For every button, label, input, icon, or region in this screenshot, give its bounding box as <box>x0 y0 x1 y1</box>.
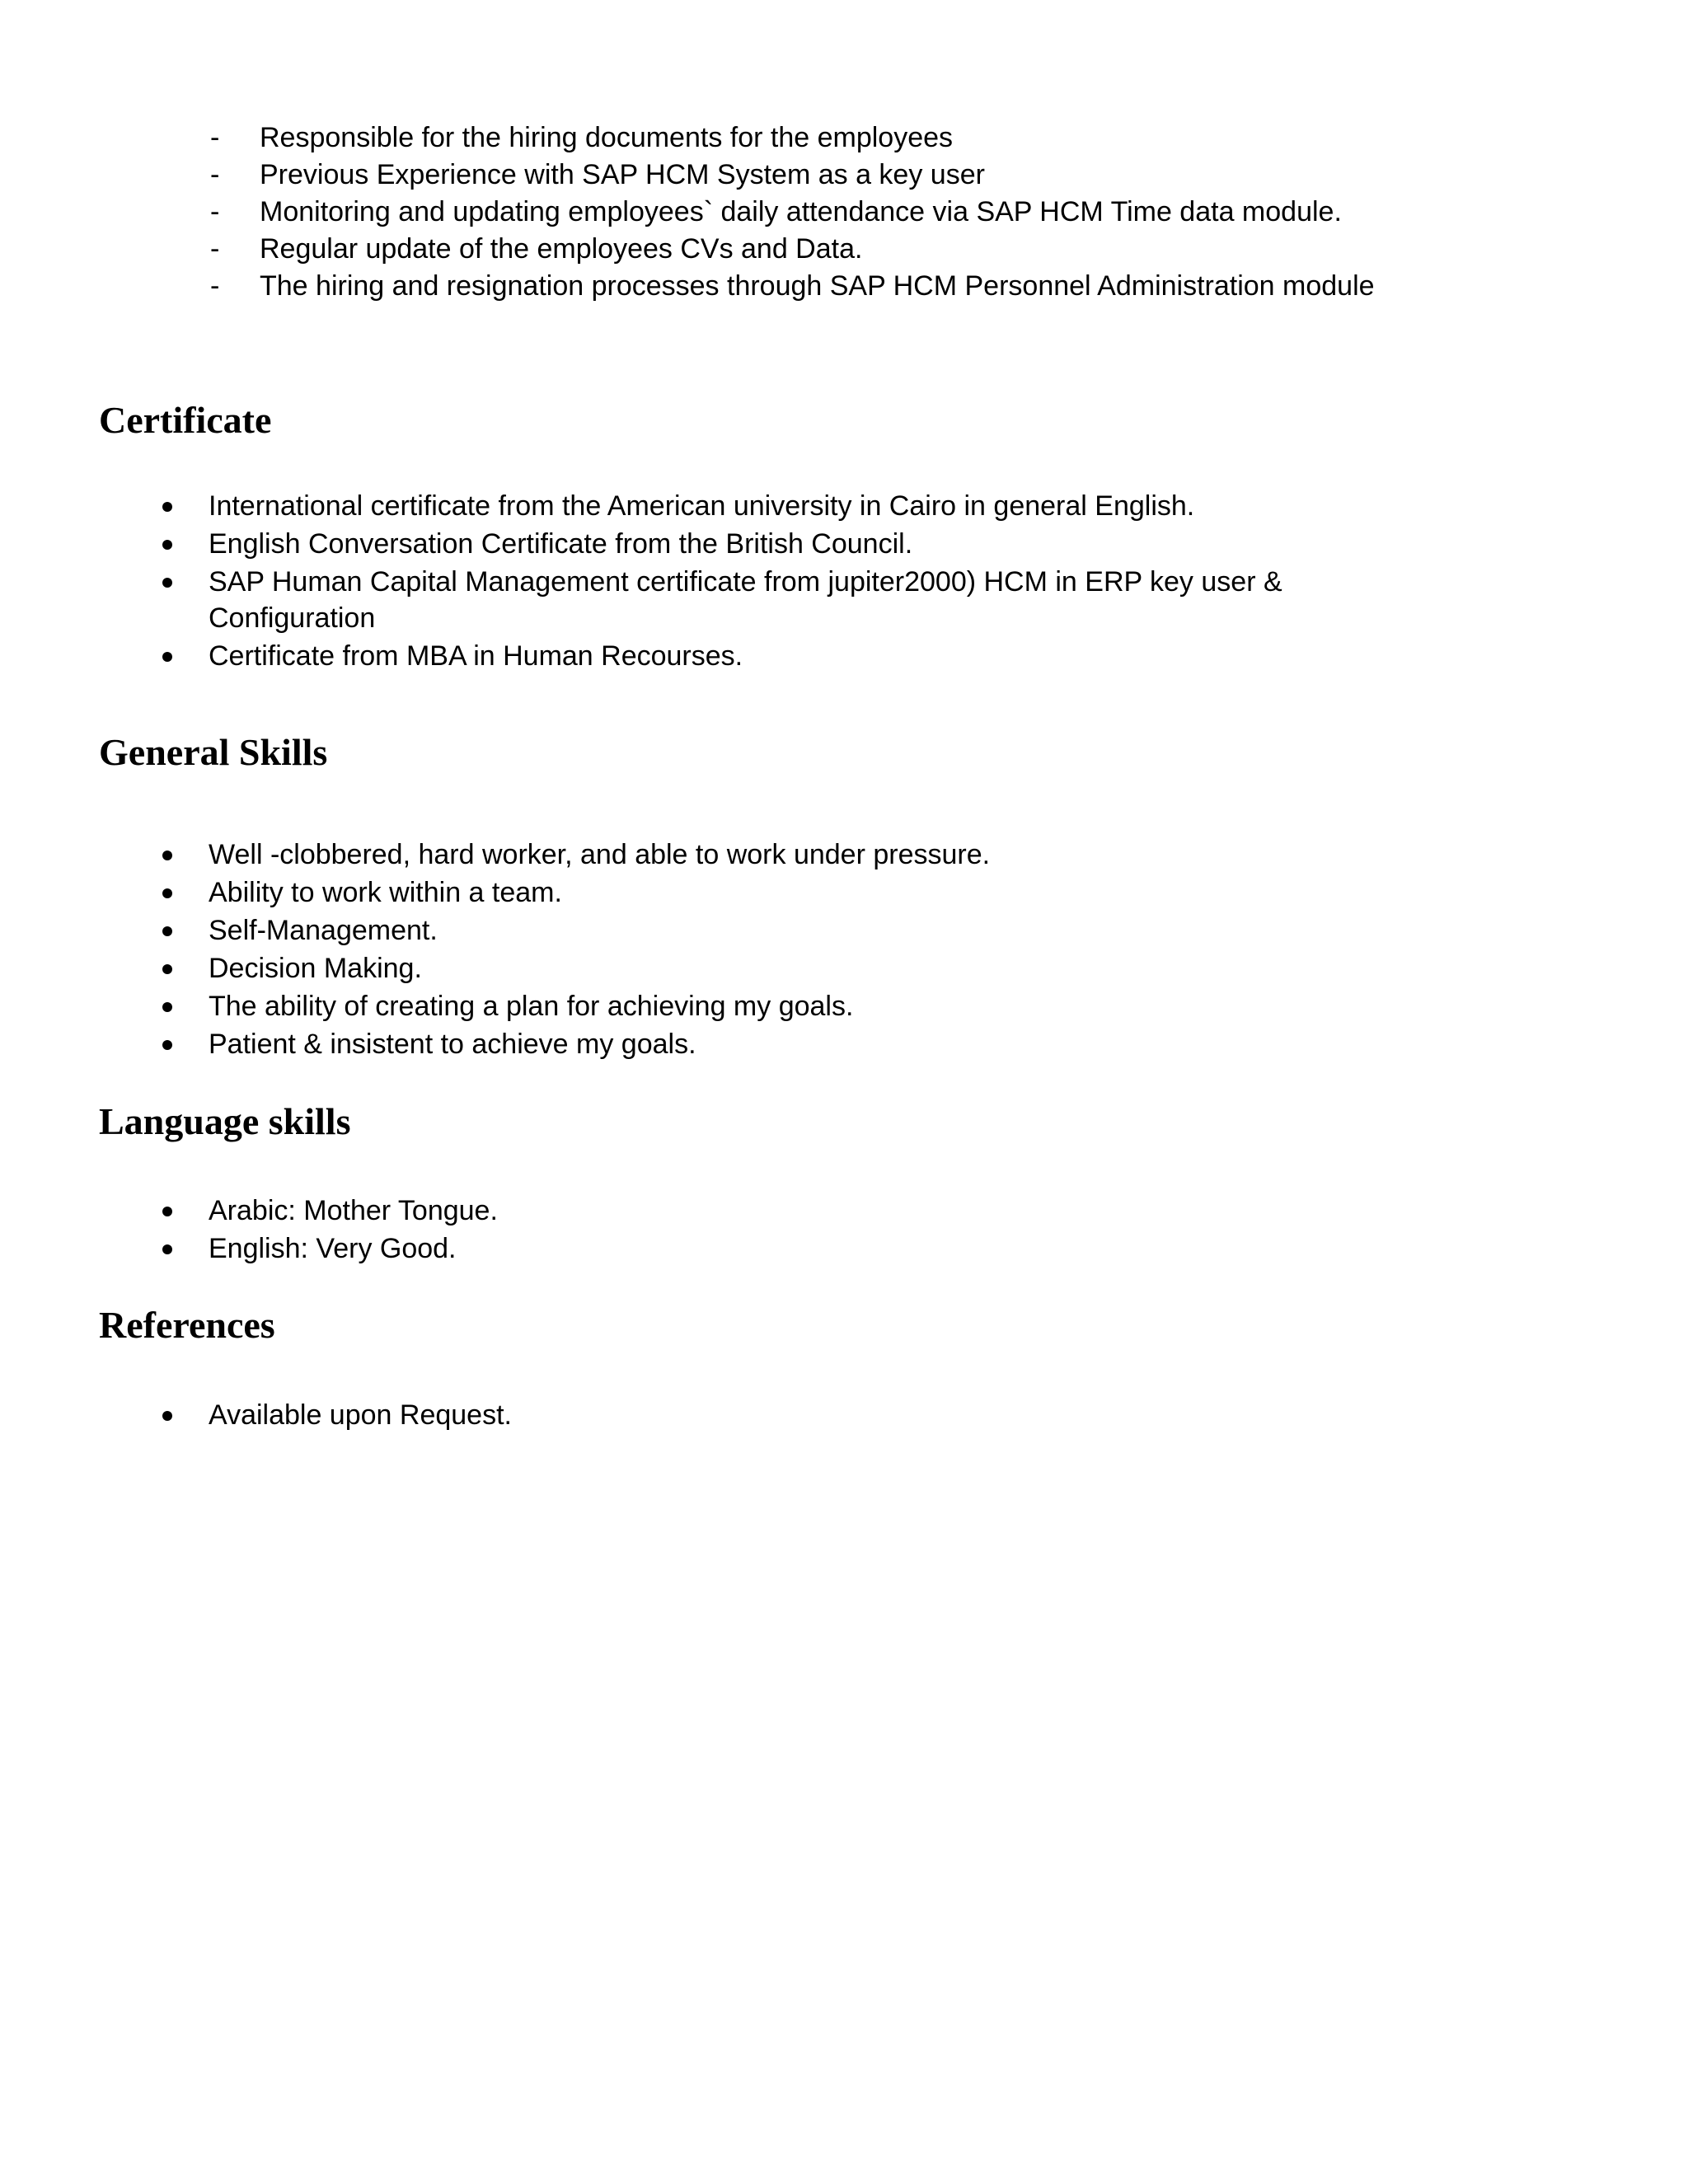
bullet-icon <box>162 1411 172 1421</box>
bullet-icon <box>162 1244 172 1254</box>
certificate-text: Certificate from MBA in Human Recourses. <box>209 640 743 672</box>
bullet-icon <box>162 578 172 588</box>
bullet-icon <box>162 851 172 860</box>
dash-marker: - <box>210 122 220 153</box>
skill-item <box>159 837 1354 873</box>
language-item <box>159 1230 1354 1267</box>
skill-item <box>159 1026 1354 1062</box>
bullet-icon <box>162 1040 172 1050</box>
certificate-list <box>159 488 1354 676</box>
bullet-icon <box>162 1207 172 1216</box>
duty-text: Previous Experience with SAP HCM System as a key user <box>260 159 985 190</box>
reference-item <box>159 1397 1354 1433</box>
certificate-text: International certificate from the American university in Cairo in general English. <box>209 490 1195 522</box>
bullet-icon <box>162 1002 172 1012</box>
language-text: Arabic: Mother Tongue. <box>209 1195 498 1226</box>
dash-marker: - <box>210 196 220 227</box>
skill-text: Decision Making. <box>209 953 422 984</box>
language-skills-heading: Language skills <box>99 1100 351 1142</box>
reference-text: Available upon Request. <box>209 1399 512 1431</box>
bullet-icon <box>162 888 172 898</box>
bullet-icon <box>162 926 172 936</box>
duty-text: Regular update of the employees CVs and Data. <box>260 233 863 265</box>
duty-text: The hiring and resignation processes through SAP HCM Personnel Administration module <box>260 270 1375 302</box>
certificate-text: SAP Human Capital Management certificate from jupiter2000) HCM in ERP key user & Configuration <box>209 566 1282 634</box>
certificate-item <box>159 526 1354 562</box>
references-list <box>159 1397 1354 1435</box>
skill-text: Well -clobbered, hard worker, and able to work under pressure. <box>209 839 991 870</box>
dash-marker: - <box>210 270 220 302</box>
dash-marker: - <box>210 159 220 190</box>
duty-text: Monitoring and updating employees` daily attendance via SAP HCM Time data module. <box>260 196 1342 227</box>
skill-item <box>159 874 1354 911</box>
general-skills-heading: General Skills <box>99 731 328 773</box>
skill-text: Self-Management. <box>209 915 438 946</box>
certificate-heading: Certificate <box>99 399 272 441</box>
skill-item <box>159 912 1354 949</box>
certificate-item <box>159 564 1354 636</box>
skill-text: The ability of creating a plan for achieving my goals. <box>209 991 854 1022</box>
bullet-icon <box>162 502 172 512</box>
general-skills-list <box>159 837 1354 1064</box>
skill-item <box>159 950 1354 987</box>
bullet-icon <box>162 964 172 974</box>
certificate-item <box>159 488 1354 524</box>
certificate-text: English Conversation Certificate from the British Council. <box>209 528 913 560</box>
references-heading: References <box>99 1304 275 1346</box>
skill-text: Ability to work within a team. <box>209 877 562 908</box>
bullet-icon <box>162 540 172 550</box>
dash-marker: - <box>210 233 220 265</box>
skill-item <box>159 988 1354 1024</box>
language-text: English: Very Good. <box>209 1233 457 1264</box>
duty-text: Responsible for the hiring documents for the employees <box>260 122 954 153</box>
bullet-icon <box>162 652 172 662</box>
language-skills-list <box>159 1193 1354 1268</box>
skill-text: Patient & insistent to achieve my goals. <box>209 1029 696 1060</box>
certificate-item <box>159 638 1354 674</box>
language-item <box>159 1193 1354 1229</box>
